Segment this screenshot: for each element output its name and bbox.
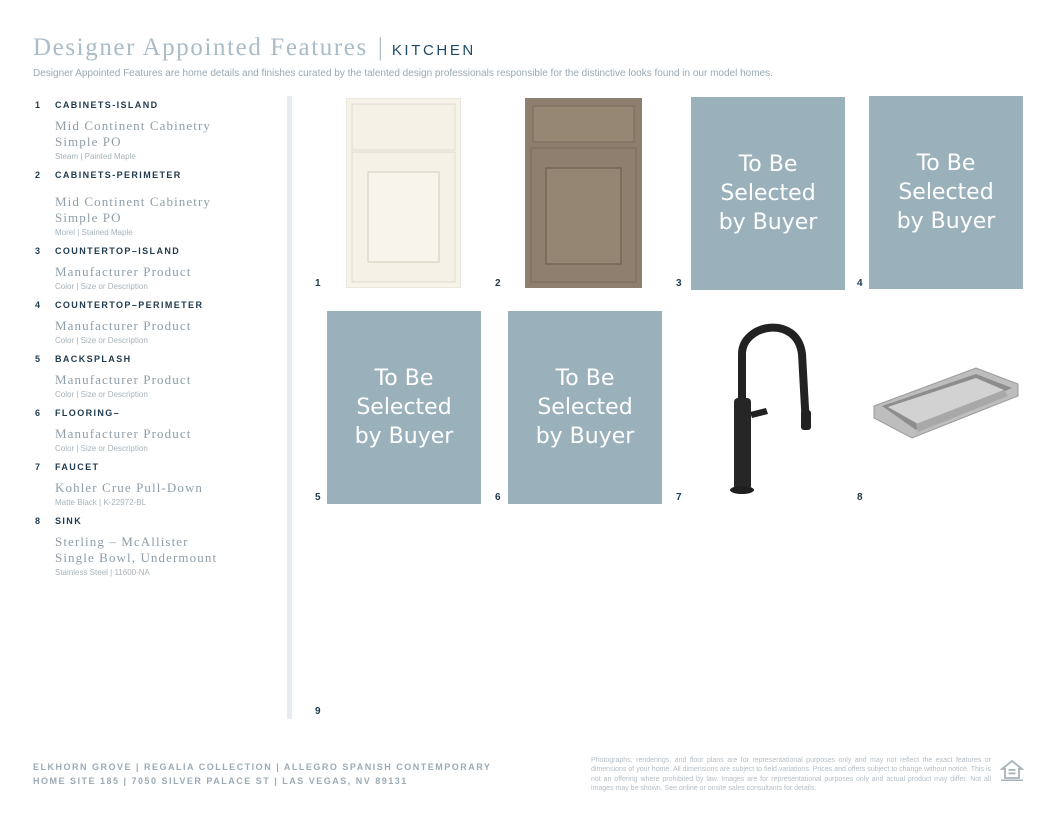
feature-category: FAUCET xyxy=(55,462,100,472)
to-be-selected-tile xyxy=(508,311,662,504)
feature-product-line2: Single Bowl, Undermount xyxy=(55,550,218,565)
footer-address xyxy=(33,760,491,788)
feature-item-countertop-perimeter xyxy=(35,298,280,346)
tbs-line: by Buyer xyxy=(718,210,818,235)
feature-category: FLOORING– xyxy=(55,408,121,418)
tile-number: 3 xyxy=(676,278,682,289)
tile-number: 6 xyxy=(495,492,501,503)
faucet-image xyxy=(712,314,822,498)
to-be-selected-tile xyxy=(869,96,1023,289)
tbs-line: by Buyer xyxy=(535,424,635,449)
intro-text: Designer Appointed Features are home details and finishes curated by the talented design professionals responsible for the distinctive looks found in our model homes. xyxy=(33,68,773,79)
tile-number: 1 xyxy=(315,278,321,289)
feature-detail: Color | Size or Description xyxy=(55,390,148,399)
tbs-line: To Be xyxy=(916,151,976,176)
feature-category: CABINETS-ISLAND xyxy=(55,100,159,110)
page-title: Designer Appointed Features xyxy=(33,34,368,61)
tile-number: 7 xyxy=(676,492,682,503)
feature-detail: Color | Size or Description xyxy=(55,336,148,345)
feature-number: 1 xyxy=(35,100,42,110)
tbs-line: Selected xyxy=(720,181,816,206)
tbs-line: To Be xyxy=(555,366,615,391)
tbs-line: To Be xyxy=(374,366,434,391)
tbs-line: by Buyer xyxy=(354,424,454,449)
vertical-divider xyxy=(287,96,292,719)
tile-number: 2 xyxy=(495,278,501,289)
feature-number: 8 xyxy=(35,516,42,526)
cabinet-door-steam-image xyxy=(346,98,461,288)
page-header xyxy=(33,34,1023,79)
feature-item-cabinets-island xyxy=(35,98,280,162)
feature-item-backsplash xyxy=(35,352,280,400)
footer-disclaimer: Photographs, renderings, and floor plans are for representational purposes only and may not reflect the exact features or dimensions of your home. All dimensions are subject to field variations. Prices and offers subject to change without notice. This is not an offering where prohibited by law. Images are for representational purposes only and actual product may differ. Not all images may be shown. See online or onsite sales consultants for details. xyxy=(591,757,991,793)
feature-category: CABINETS-PERIMETER xyxy=(55,170,182,180)
feature-category: COUNTERTOP–ISLAND xyxy=(55,246,181,256)
tile-number: 8 xyxy=(857,492,863,503)
tile-number: 9 xyxy=(315,706,321,717)
tile-number: 5 xyxy=(315,492,321,503)
equal-housing-opportunity-icon xyxy=(1000,758,1024,782)
feature-list xyxy=(35,98,280,584)
feature-product: Manufacturer Product xyxy=(55,426,192,441)
feature-number: 4 xyxy=(35,300,42,310)
feature-item-faucet xyxy=(35,460,280,508)
tile-number: 4 xyxy=(857,278,863,289)
title-separator: | xyxy=(377,34,383,61)
cabinet-door-morel-image xyxy=(525,98,642,288)
feature-detail: Stainless Steel | 11600-NA xyxy=(55,568,150,577)
feature-number: 7 xyxy=(35,462,42,472)
feature-detail: Color | Size or Description xyxy=(55,282,148,291)
tbs-line: Selected xyxy=(356,395,452,420)
feature-number: 6 xyxy=(35,408,42,418)
feature-detail: Morel | Stained Maple xyxy=(55,228,133,237)
tbs-line: Selected xyxy=(537,395,633,420)
feature-category: COUNTERTOP–PERIMETER xyxy=(55,300,204,310)
tbs-line: Selected xyxy=(898,180,994,205)
feature-product-line2: Simple PO xyxy=(55,210,122,225)
feature-detail: Color | Size or Description xyxy=(55,444,148,453)
feature-product: Mid Continent Cabinetry xyxy=(55,118,212,133)
feature-product: Sterling – McAllister xyxy=(55,534,189,549)
sink-image xyxy=(872,366,1020,442)
feature-number: 3 xyxy=(35,246,42,256)
tbs-line: To Be xyxy=(738,152,798,177)
feature-detail: Matte Black | K-22972-BL xyxy=(55,498,147,507)
feature-item-cabinets-perimeter xyxy=(35,168,280,238)
footer-line-homesite: HOME SITE 185 | 7050 SILVER PALACE ST | LAS VEGAS, NV 89131 xyxy=(33,776,408,786)
feature-item-flooring xyxy=(35,406,280,454)
to-be-selected-tile xyxy=(327,311,481,504)
feature-product-line2: Simple PO xyxy=(55,134,122,149)
feature-item-sink xyxy=(35,514,280,578)
feature-category: BACKSPLASH xyxy=(55,354,132,364)
tbs-line: by Buyer xyxy=(896,209,996,234)
feature-product: Manufacturer Product xyxy=(55,318,192,333)
feature-number: 5 xyxy=(35,354,42,364)
to-be-selected-tile xyxy=(691,97,845,290)
title-row xyxy=(33,34,1023,62)
feature-number: 2 xyxy=(35,170,42,180)
footer-line-community: ELKHORN GROVE | REGALIA COLLECTION | ALLEGRO SPANISH CONTEMPORARY xyxy=(33,762,492,772)
feature-product: Manufacturer Product xyxy=(55,264,192,279)
room-label: KITCHEN xyxy=(391,42,476,59)
feature-product: Mid Continent Cabinetry xyxy=(55,194,212,209)
feature-product: Manufacturer Product xyxy=(55,372,192,387)
feature-detail: Steam | Painted Maple xyxy=(55,152,136,161)
feature-item-countertop-island xyxy=(35,244,280,292)
feature-category: SINK xyxy=(55,516,83,526)
feature-product: Kohler Crue Pull-Down xyxy=(55,480,204,495)
